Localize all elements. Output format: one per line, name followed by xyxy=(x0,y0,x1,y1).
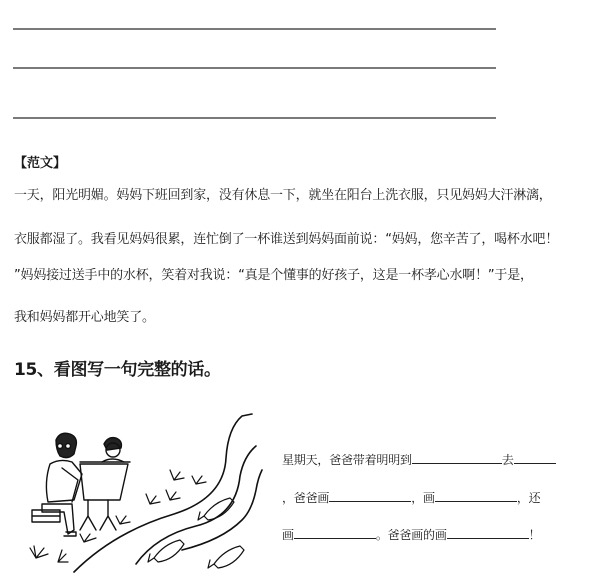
answer-rule-1 xyxy=(13,28,496,30)
blank-activity[interactable] xyxy=(514,451,556,464)
fill-text: 去 xyxy=(501,453,514,467)
river-painting-illustration xyxy=(8,400,273,575)
blank-place[interactable] xyxy=(412,451,502,464)
fill-in-line-2 xyxy=(282,489,540,506)
fill-text: ，画 xyxy=(411,491,435,505)
blank-draws-1[interactable] xyxy=(329,489,411,502)
fill-text: ！ xyxy=(528,528,541,542)
essay-line-2: 衣服都湿了。我看见妈妈很累，连忙倒了一杯谁送到妈妈面前说：“妈妈，您辛苦了，喝杯水吧！ xyxy=(14,232,559,247)
fish-icon xyxy=(148,498,244,568)
fill-in-line-1 xyxy=(282,451,556,468)
blank-evaluation[interactable] xyxy=(447,526,529,539)
essay-line-4: 我和妈妈都开心地笑了。 xyxy=(14,310,155,325)
answer-rule-2 xyxy=(13,67,496,69)
father-figure-icon xyxy=(32,433,82,536)
fill-text: ，还 xyxy=(516,491,541,505)
fill-text: 画 xyxy=(282,528,294,542)
essay-line-1: 一天，阳光明媚。妈妈下班回到家，没有休息一下，就坐在阳台上洗衣服，只见妈妈大汗淋漓， xyxy=(14,188,552,203)
blank-draws-3[interactable] xyxy=(294,526,376,539)
blank-draws-2[interactable] xyxy=(435,489,517,502)
answer-rule-3 xyxy=(13,117,496,119)
fill-text: ，爸爸画 xyxy=(282,491,330,505)
question-title: 15、看图写一句完整的话。 xyxy=(14,360,221,380)
son-figure-icon xyxy=(102,438,124,462)
fill-text: 。爸爸画的画 xyxy=(375,528,447,542)
sample-essay-label: 【范文】 xyxy=(14,156,67,171)
essay-line-3: ”妈妈接过送手中的水杯，笑着对我说：“真是个懂事的好孩子，这是一杯孝心水啊！”于是， xyxy=(14,268,533,283)
fill-in-line-3 xyxy=(282,526,540,543)
fill-text: 星期天，爸爸带着明明到 xyxy=(282,453,412,467)
